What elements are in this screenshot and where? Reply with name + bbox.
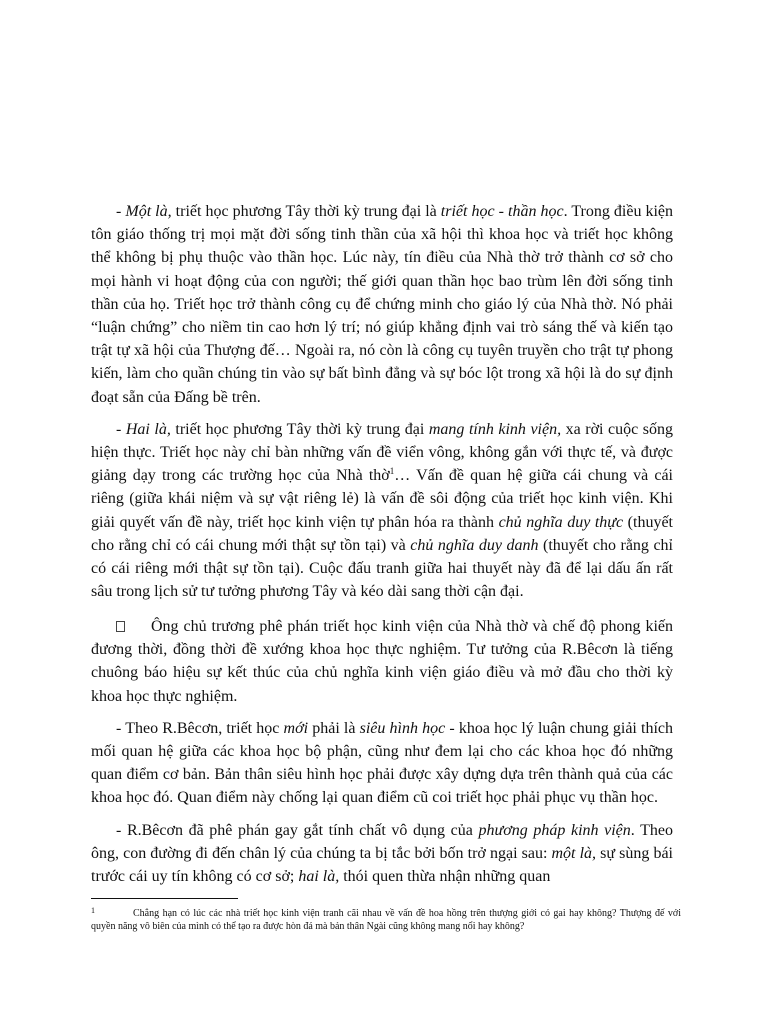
text-run: . Trong điều kiện tôn giáo thống trị mọi mặt đời sống tinh thần của xã hội thì khoa học và triết học không thể không bị phụ thuộc vào thần học. Lúc này, tín điều của Nhà thờ trở thành cơ sở cho mọi hành vi hoạt động của con người; thế giới quan thần học bao trùm lên đời sống tinh thần của họ. Triết học trở thành công cụ để chứng minh cho giáo lý của Nhà thờ. Nó phải “luận chứng” cho niềm tin cao hơn lý trí; nó giúp khẳng định vai trò sáng thế và kiến tạo trật tự xã hội của Thượng đế… Ngoài ra, nó còn là công cụ tuyên truyền cho trật tự phong kiến, làm cho quần chúng tin vào sự bất bình đẳng và sự bóc lột trong xã hội là do sự định đoạt sẵn của Đấng bề trên.	[91, 203, 674, 406]
text-run: … Vấn đề quan hệ giữa cái chung và cái riêng (giữa khái niệm và sự vật riêng lẻ) là vấn đề sôi động của triết học kinh viện. Khi giải quyết vấn đề này, triết học kinh viện tự phân hóa ra thành	[91, 467, 674, 531]
text-run: . Theo ông, con đường đi đến chân lý của chúng ta bị tắc bởi bốn trở ngại sau:	[91, 821, 674, 862]
text-run: triết học phương Tây thời kỳ trung đại là	[171, 203, 441, 220]
italic-text: siêu hình học	[359, 719, 446, 737]
text-run: thói quen thừa nhận những quan	[339, 868, 551, 886]
text-run: (thuyết cho rằng chỉ có cái riêng mới thật sự tồn tại). Cuộc đấu tranh giữa hai thuyết này đã để lại dấu ấn rất sâu trong lịch sử tư tưởng phương Tây và kéo dài sang thời cận đại.	[91, 536, 673, 601]
italic-text: triết học - thần học	[440, 203, 564, 220]
paragraph-dash: -	[116, 203, 126, 220]
text-run: phải là	[308, 719, 360, 737]
italic-text: phương pháp kinh viện	[478, 821, 631, 839]
italic-text: mang tính kinh viện,	[428, 420, 562, 438]
paragraph	[91, 717, 673, 810]
text-run: - khoa học lý luận chung giải thích mối quan hệ giữa các khoa học bộ phận, cũng như đem lại cho các khoa học đó những quan điểm cơ bản. Bản thân siêu hình học phải được xây dựng dựa trên thành quả của các khoa học đó. Quan điểm này chống lại quan điểm cũ coi triết học phải phục vụ thần học.	[91, 719, 674, 807]
footnote-divider	[91, 898, 238, 899]
italic-text: Một là,	[125, 203, 172, 220]
paragraph	[91, 418, 673, 604]
footnote	[91, 904, 681, 933]
footnote-text: Chẳng hạn có lúc các nhà triết học kinh viện tranh cãi nhau về vấn đề hoa hồng trên thượng giới có gai hay không? Thượng đế với quyền năng vô biên của mình có thể tạo ra được hòn đá mà bản thân Ngài cũng không mang nổi hay không?	[91, 908, 681, 932]
text-section-bacon	[91, 615, 673, 888]
paragraph	[91, 615, 673, 708]
footnote-ref: 1	[389, 466, 395, 477]
text-run: R.Bêcơn đã phê phán gay gắt tính chất vô dụng của	[126, 821, 479, 839]
text-run: triết học phương Tây thời kỳ trung đại	[170, 420, 429, 438]
italic-text: Hai là,	[125, 420, 171, 438]
text-run: (thuyết cho rằng chỉ có cái chung mới thật sự tồn tại) và	[91, 513, 674, 554]
italic-text: mới	[283, 719, 309, 737]
bullet-glyph-icon	[116, 621, 125, 632]
paragraph	[91, 200, 673, 409]
italic-text: chủ nghĩa duy danh	[410, 536, 539, 554]
paragraph-dash: -	[116, 821, 127, 839]
paragraph-dash: -	[116, 420, 126, 438]
footnote-number: 1	[91, 906, 95, 915]
paragraph-dash: -	[116, 719, 126, 737]
text-run: xa rời cuộc sống hiện thực. Triết học này chỉ bàn những vấn đề viển vông, không gắn với thực tế, và được giảng dạy trong các trường học của Nhà thờ	[91, 420, 673, 485]
text-run: sự sùng bái trước cái uy tín không có cơ sở;	[91, 844, 673, 886]
text-run: Ông chủ trương phê phán triết học kinh viện của Nhà thờ và chế độ phong kiến đương thời, đồng thời đề xướng khoa học thực nghiệm. Tư tưởng của R.Bêcơn là tiếng chuông báo hiệu sự kết thúc của chủ nghĩa kinh viện giáo điều và mở đầu cho thời kỳ khoa học thực nghiệm.	[91, 618, 673, 705]
italic-text: hai là,	[298, 868, 340, 886]
text-section-scholasticism	[91, 200, 673, 603]
text-run: Theo R.Bêcơn, triết học	[125, 719, 284, 737]
paragraph	[91, 819, 673, 889]
italic-text: một là,	[551, 844, 597, 862]
italic-text: chủ nghĩa duy thực	[498, 513, 624, 531]
